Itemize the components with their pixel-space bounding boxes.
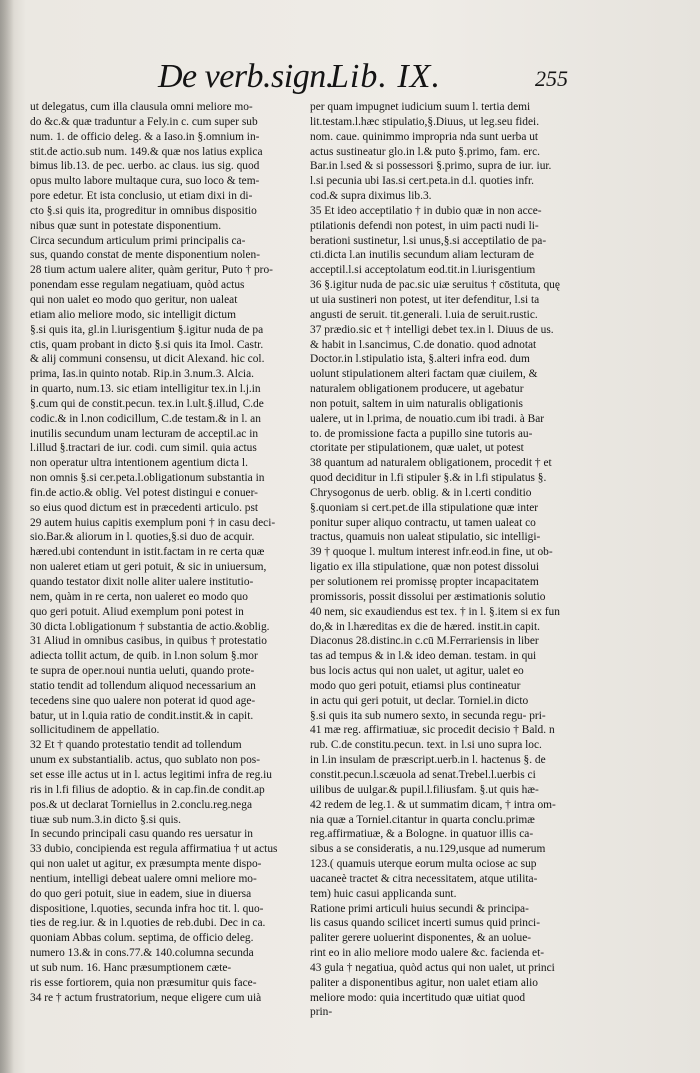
text-line: 31 Aliud in omnibus casibus, in quibus † protestatio — [30, 635, 267, 648]
text-line: cod.& supra diximus lib.3. — [310, 190, 432, 203]
text-line: prin- — [310, 1006, 333, 1019]
text-line: bimus lib.13. de pec. uerbo. ac claus. ius sig. quod — [30, 160, 260, 173]
text-line: 41 mæ reg. affirmatiuæ, sic procedit decisio † Bald. n — [310, 724, 555, 737]
text-line: bus locis actus qui non ualet, ut agitur, ualet eo — [310, 665, 524, 678]
text-line: angusti de seruit. tit.generali. l.uia de seruit.rustic. — [310, 308, 538, 321]
text-line: ptilationis defendi non potest, in uim pacti nudi li- — [310, 219, 539, 232]
text-line: non operatur ultra intentionem agentium dicta l. — [30, 457, 248, 470]
text-line: nentium, intelligi debeat ualere omni meliore mo- — [30, 872, 257, 885]
text-line: Diaconus 28.distinc.in c.cū M.Ferrariensis in liber — [310, 635, 539, 648]
text-line: etiam alio meliore modo, sic intelligit dictum — [30, 308, 236, 321]
text-line: Ratione primi articuli huius secundi & principa- — [310, 902, 529, 915]
text-line: cti.dicta l.an inutilis secundum aliam lecturam de — [310, 249, 534, 262]
text-line: paliter a disponentibus agitur, non ualet etiam alio — [310, 976, 538, 989]
text-line: do,& in l.hæreditas ex die de hæred. instit.in capit. — [310, 620, 540, 633]
text-line: 43 gula † negatiua, quòd actus qui non ualet, ut princi — [310, 961, 555, 974]
text-line: acceptil.l.si acceptolatum eod.tit.in l.iurisgentium — [310, 264, 536, 277]
text-line: rub. C.de constitu.pecun. text. in l.si uno supra loc. — [310, 739, 542, 752]
text-line: te supra de oper.noui nuntia ueluti, quando prote- — [30, 665, 255, 678]
text-line: non potuit, saltem in uim naturalis obligationis — [310, 397, 523, 410]
text-line: ctoritate per stipulationem, quæ ualet, ut potest — [310, 442, 524, 455]
text-line: constit.pecun.l.scæuola ad senat.Trebel.l.uerbis ci — [310, 768, 536, 781]
text-line: tiuæ sub num.3.in dicto §.si quis. — [30, 813, 181, 826]
text-line: 123.( quamuis uterque eorum multa ociose ac sup — [310, 858, 537, 871]
text-line: num. 1. de officio deleg. & a Iaso.in §.omnium in- — [30, 130, 260, 143]
text-line: modo quo geri potuit, etiamsi plus contineatur — [310, 679, 521, 692]
text-line: opus multo labore multaque cura, suo loco & tem- — [30, 175, 260, 188]
text-line: qui non ualet ut agitur, ex præsumpta mente dispo- — [30, 858, 262, 871]
text-line: quoniam Abbas colum. septima, de officio deleg. — [30, 932, 254, 945]
text-line: sus, quando constat de mente disponentium nolen- — [30, 249, 260, 262]
text-line: 39 † quoque l. multum interest infr.eod.in fine, ut ob- — [310, 546, 553, 559]
text-line: reg.affirmatiuæ, & a Bologne. in quatuor illis ca- — [310, 828, 534, 841]
text-line: ut sub num. 16. Hanc præsumptionem cæte- — [30, 961, 232, 974]
text-line: In secundo principali casu quando res uersatur in — [30, 828, 253, 841]
text-line: uacaneè tractet & citra necessitatem, atque utilita- — [310, 872, 538, 885]
text-line: pore edetur. Et ista conclusio, ut etiam dixi in di- — [30, 190, 253, 203]
text-line: cto §.si quis ita, progreditur in omnibus dispositio — [30, 204, 257, 217]
text-line: 37 prædio.sic et † intelligi debet tex.in l. Diuus de us. — [310, 323, 554, 336]
text-line: dispositione, l.quoties, secunda infra hoc tit. l. quo- — [30, 902, 264, 915]
text-line: ties de reg.iur. & in l.quoties de reb.dubi. Dec in ca. — [30, 917, 266, 930]
text-line: tractus, quamuis non ualeat stipulatio, sic intelligi- — [310, 531, 541, 544]
text-line: 29 autem huius capitis exemplum poni † in casu deci- — [30, 516, 276, 529]
text-line: pos.& ut declarat Torniellus in 2.conclu.reg.nega — [30, 798, 252, 811]
text-line: §.quoniam si cert.pet.de illa stipulatione quæ inter — [310, 501, 539, 514]
text-line: nom. caue. quinimmo impropria nda sunt uerba ut — [310, 130, 539, 143]
text-line: per solutionem rei promissę propter incapacitatem — [310, 576, 539, 588]
text-line: do quo geri potuit, siue in eadem, siue in diuersa — [30, 887, 252, 900]
text-line: sibus a se consideratis, a nu.129,usque ad numerum — [310, 843, 546, 856]
text-line: paliter gerere uoluerint disponentes, & an uolue- — [310, 932, 532, 945]
text-line: numero 13.& in cons.77.& 140.columna secunda — [30, 947, 254, 960]
text-line: Bar.in l.sed & si possessori §.primo, supra de iur. iur. — [310, 160, 552, 173]
text-line: fin.de actio.& oblig. Vel potest distingui e conuer- — [30, 486, 258, 499]
text-line: non omnis §.si cer.peta.l.obligationum substantia in — [30, 472, 265, 485]
text-line: 34 re † actum frustratorium, neque eligere cum uià — [30, 991, 262, 1004]
text-line: Chrysogonus de uerb. oblig. & in l.certi conditio — [310, 486, 532, 499]
running-header — [150, 58, 580, 102]
text-line: quo geri potuit. Aliud exemplum poni potest in — [30, 605, 244, 618]
text-line: ponitur super aliquo contractu, ut tamen ualeat co — [310, 516, 536, 529]
text-line: per quam impugnet iudicium suum l. tertia demi — [310, 101, 531, 113]
text-line: nibus quæ sunt in potestate disponentium. — [30, 219, 222, 232]
text-line: ponendam esse regulam negatiuam, quòd actus — [30, 279, 245, 292]
left-text-column — [30, 100, 302, 1005]
text-line: ualere, ut in l.prima, de nouatio.cum ibi tradi. à Bar — [310, 412, 545, 425]
text-line: & habit in l.sancimus, C.de donatio. quod adnotat — [310, 338, 537, 351]
text-line: berationi sustinetur, l.si unus,§.si acceptilatio de pa- — [310, 234, 547, 247]
text-line: ris in l.fi filius de adoptio. & in cap.fin.de condit.ap — [30, 783, 265, 796]
text-line: Circa secundum articulum primi principalis ca- — [30, 234, 246, 247]
text-line: nem, quàm in re certa, non ualeret eo modo quo — [30, 590, 248, 603]
text-line: sio.Bar.& aliorum in l. quoties,§.si duo de acquir. — [30, 531, 255, 544]
text-line: §.si quis ita, gl.in l.iurisgentium §.igitur nuda de pa — [30, 323, 264, 336]
text-line: meliore modo: quia incertitudo quæ uitiat quod — [310, 991, 526, 1004]
text-line: rint eo in alio meliore modo ualere &c. facienda et- — [310, 947, 545, 960]
book-number: Lib. IX. — [330, 58, 441, 95]
text-line: quod deciditur in l.fi stipuler §.& in l.fi stipulatus §. — [310, 472, 547, 485]
text-line: lis casus quando scilicet incerti sumus quid princi- — [310, 917, 540, 930]
text-line: uolunt stipulationem alteri factam quæ ciuilem, & — [310, 368, 538, 381]
text-line: tem) huic casui applicanda sunt. — [310, 887, 457, 900]
text-line: quando testator dixit nolle aliter ualere institutio- — [30, 576, 254, 588]
text-line: ut uia sustineri non potest, ut iter defenditur, l.si ta — [310, 293, 540, 306]
text-line: in actu qui geri potuit, ut declar. Torniel.in dicto — [310, 694, 529, 707]
text-line: 28 tium actum ualere aliter, quàm geritur, Puto † pro- — [30, 264, 273, 277]
text-line: & alij communi consensu, ut dicit Alexand. hic col. — [30, 353, 265, 366]
text-line: 36 §.igitur nuda de pac.sic uiæ seruitus † cōstituta, quę — [310, 279, 560, 292]
text-line: do &c.& quæ traduntur a Fely.in c. cum super sub — [30, 115, 258, 128]
text-line: in quarto, num.13. sic etiam intelligitur tex.in l.j.in — [30, 383, 261, 396]
text-line: in l.in insulam de præscript.uerb.in l. hactenus §. de — [310, 754, 546, 767]
text-line: batur, ut in l.quia ratio de condit.instit.& in capit. — [30, 709, 254, 722]
text-line: ligatio ex illa stipulatione, quæ non potest dissolui — [310, 561, 540, 574]
text-line: adiecta tollit actum, de quib. in l.non solum §.mor — [30, 650, 258, 663]
text-line: codic.& in l.non codicillum, C.de testam.& in l. an — [30, 412, 261, 425]
text-line: non ualeret etiam ut geri potuit, & sic in uniuersum, — [30, 561, 267, 574]
text-line: ut delegatus, cum illa clausula omni meliore mo- — [30, 101, 253, 113]
text-line: l.si pecunia ubi Ias.si cert.peta.in d.l. quoties infr. — [310, 175, 534, 188]
text-line: actus sustineatur glo.in l.& puto §.primo, fam. erc. — [310, 145, 540, 158]
text-line: statio tendit ad tollendum aliquod necessarium an — [30, 679, 256, 692]
text-line: so eius quod dictum est in præcedenti articulo. pst — [30, 501, 259, 514]
text-line: 32 Et † quando protestatio tendit ad tollendum — [30, 739, 242, 752]
text-line: 38 quantum ad naturalem obligationem, procedit † et — [310, 457, 552, 470]
text-line: ris esse fortiorem, quia non præsumitur quis face- — [30, 976, 257, 989]
text-line: promissoris, possit dissolui per æstimationis solutio — [310, 590, 546, 603]
text-line: §.cum qui de constit.pecun. tex.in l.ult.§.illud, C.de — [30, 397, 264, 410]
text-line: §.si quis ita sub numero sexto, in secunda regu- pri- — [310, 709, 546, 722]
text-line: uilibus de uulgar.& pupil.l.filiusfam. §.ut quis hæ- — [310, 783, 539, 796]
text-line: 35 Et ideo acceptilatio † in dubio quæ in non acce- — [310, 204, 542, 217]
text-line: lit.testam.l.hæc stipulatio,§.Diuus, ut leg.seu fidei. — [310, 115, 540, 128]
text-line: l.illud §.tractari de iur. codi. cum simil. quia actus — [30, 442, 257, 455]
text-line: tas ad tempus & in l.& ideo deman. testam. in qui — [310, 650, 537, 663]
running-title: De verb.sign. — [158, 58, 334, 95]
text-line: unum ex substantialib. actus, quo sublato non pos- — [30, 754, 261, 767]
text-line: ctis, quam probant in dicto §.si quis ita Imol. Castr. — [30, 338, 264, 351]
text-line: hæred.ubi contendunt in istit.factam in re certa quæ — [30, 546, 265, 559]
text-line: naturalem obligationem producere, ut agebatur — [310, 383, 524, 396]
page-number: 255 — [535, 66, 568, 91]
text-line: set esse ille actus ut in l. actus legitimi infra de reg.iu — [30, 768, 272, 781]
text-line: Doctor.in l.stipulatio ista, §.alteri infra eod. dum — [310, 353, 530, 366]
text-line: inutilis secundum unam lecturam de acceptil.ac in — [30, 427, 259, 440]
right-text-column — [310, 100, 582, 1020]
text-line: stit.de actio.sub num. 149.& quæ nos latius explica — [30, 145, 263, 158]
text-line: tecedens sine quo ualere non poterat id quod age- — [30, 694, 256, 707]
text-line: sollicitudinem de appellatio. — [30, 724, 160, 737]
text-line: 40 nem, sic exaudiendus est tex. † in l. §.item si ex fun — [310, 605, 560, 618]
text-line: 30 dicta l.obligationum † substantia de actio.&oblig. — [30, 620, 270, 633]
binding-shadow — [0, 0, 14, 1073]
text-line: 33 dubio, concipienda est regula affirmatiua † ut actus — [30, 843, 278, 856]
text-line: nia quæ a Torniel.citantur in quarta conclu.primæ — [310, 813, 535, 826]
text-line: 42 redem de leg.1. & ut summatim dicam, † intra om- — [310, 798, 556, 811]
text-line: to. de promissione facta a pupillo sine tutoris au- — [310, 427, 533, 440]
text-line: qui non ualet eo modo quo geritur, non ualeat — [30, 293, 238, 306]
text-line: prima, Ias.in quinto notab. Rip.in 3.num.3. Alcia. — [30, 368, 254, 381]
